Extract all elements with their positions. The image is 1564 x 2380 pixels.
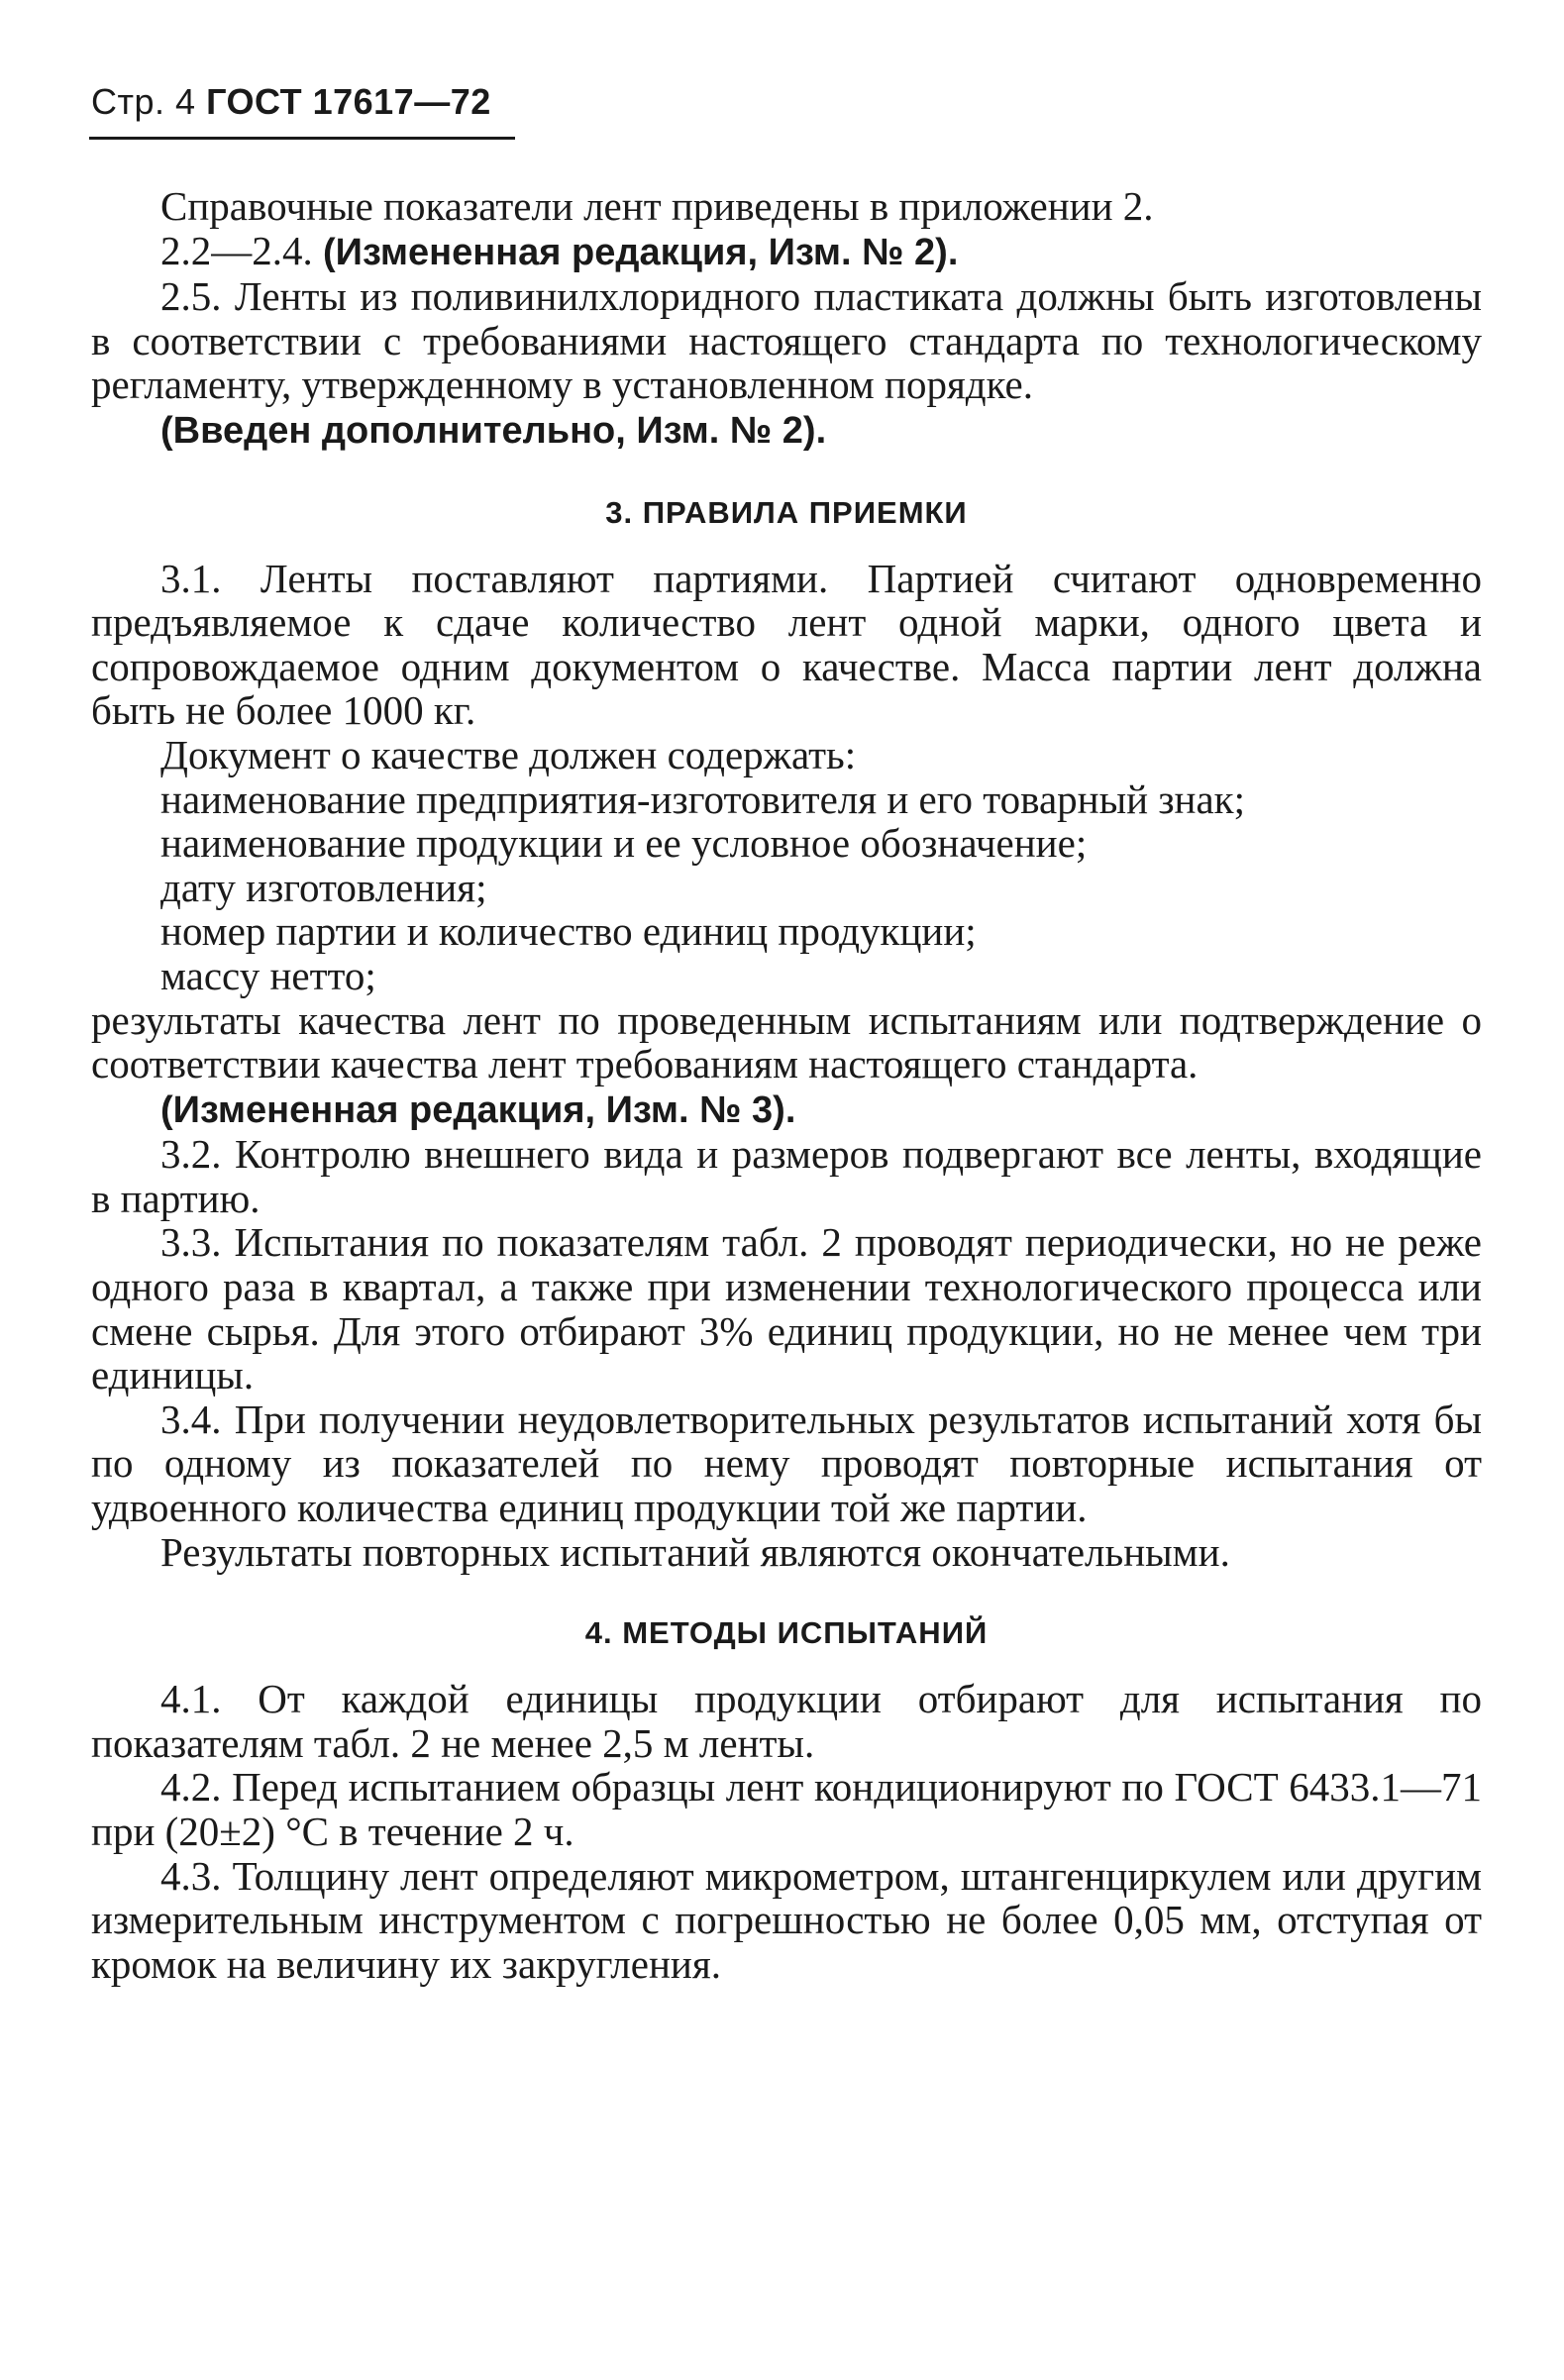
section-3-title: 3. ПРАВИЛА ПРИЕМКИ	[605, 494, 968, 530]
doc-item: наименование предприятия-изготовителя и его товарный знак;	[160, 776, 1245, 822]
paragraph-3-4-final: Результаты повторных испытаний являются окончательными.	[160, 1528, 1230, 1575]
amendment-note-text: (Введен дополнительно, Изм. № 2).	[160, 409, 827, 452]
amendment-note: (Измененная редакция, Изм. № 2).	[323, 231, 959, 273]
doc-intro: Документ о качестве должен содержать:	[160, 731, 857, 777]
paragraph-4-2: 4.2. Перед испытанием образцы лент кондиционируют по ГОСТ 6433.1—71 при (20±2) °С в течение 2 ч.	[91, 1764, 1482, 1854]
paragraph-4-1: 4.1. От каждой единицы продукции отбирают для испытания по показателям табл. 2 не менее 2,5 м ленты.	[91, 1676, 1482, 1766]
amendment-note-3-1	[91, 1087, 1482, 1133]
section-4-title: 4. МЕТОДЫ ИСПЫТАНИЙ	[584, 1615, 989, 1651]
page-header	[91, 81, 491, 123]
doc-item: наименование продукции и ее условное обозначение;	[160, 820, 1088, 867]
standard-number: ГОСТ 17617—72	[206, 81, 491, 122]
paragraph-3-1: 3.1. Ленты поставляют партиями. Партией считают одновременно предъявляемое к сдаче количество лент одной марки, одного цвета и сопровождаемое одним документом о качестве. Масса партии лент должна быть не более 1000 кг.	[91, 555, 1482, 734]
paragraph-3-3: 3.3. Испытания по показателям табл. 2 проводят периодически, но не реже одного раза в квартал, а также при изменении технологического процесса или смене сырья. Для этого отбирают 3% единиц продукции, но не менее чем три единицы.	[91, 1219, 1482, 1398]
page-number: Стр. 4	[91, 81, 196, 122]
clause-number: 2.2—2.4.	[160, 227, 313, 273]
amendment-note-2-5	[91, 407, 1482, 454]
doc-item: дату изготовления;	[160, 864, 487, 910]
paragraph-2-5: 2.5. Ленты из поливинилхлоридного пластиката должны быть изготовлены в соответствии с требованиями настоящего стандарта по технологическому регламенту, утвержденному в установленном порядке.	[91, 273, 1482, 408]
doc-item: массу нетто;	[160, 952, 376, 998]
paragraph-2-2-2-4	[91, 229, 1482, 275]
document-body	[91, 184, 1482, 1986]
doc-item: номер партии и количество единиц продукции;	[160, 908, 977, 955]
paragraph-4-3: 4.3. Толщину лент определяют микрометром, штангенциркулем или другим измерительным инструментом с погрешностью не более 0,05 мм, отступая от кромок на величину их закругления.	[91, 1852, 1482, 1987]
doc-item-last: результаты качества лент по проведенным испытаниям или подтверждение о соответствии качества лент требованиям настоящего стандарта.	[91, 996, 1482, 1087]
paragraph-3-2: 3.2. Контролю внешнего вида и размеров подвергают все ленты, входящие в партию.	[91, 1131, 1482, 1221]
amendment-note-text: (Измененная редакция, Изм. № 3).	[160, 1088, 796, 1131]
header-rule	[89, 137, 515, 140]
paragraph-reference: Справочные показатели лент приведены в приложении 2.	[160, 183, 1154, 229]
paragraph-3-4: 3.4. При получении неудовлетворительных результатов испытаний хотя бы по одному из показателей по нему проводят повторные испытания от удвоенного количества единиц продукции той же партии.	[91, 1396, 1482, 1531]
